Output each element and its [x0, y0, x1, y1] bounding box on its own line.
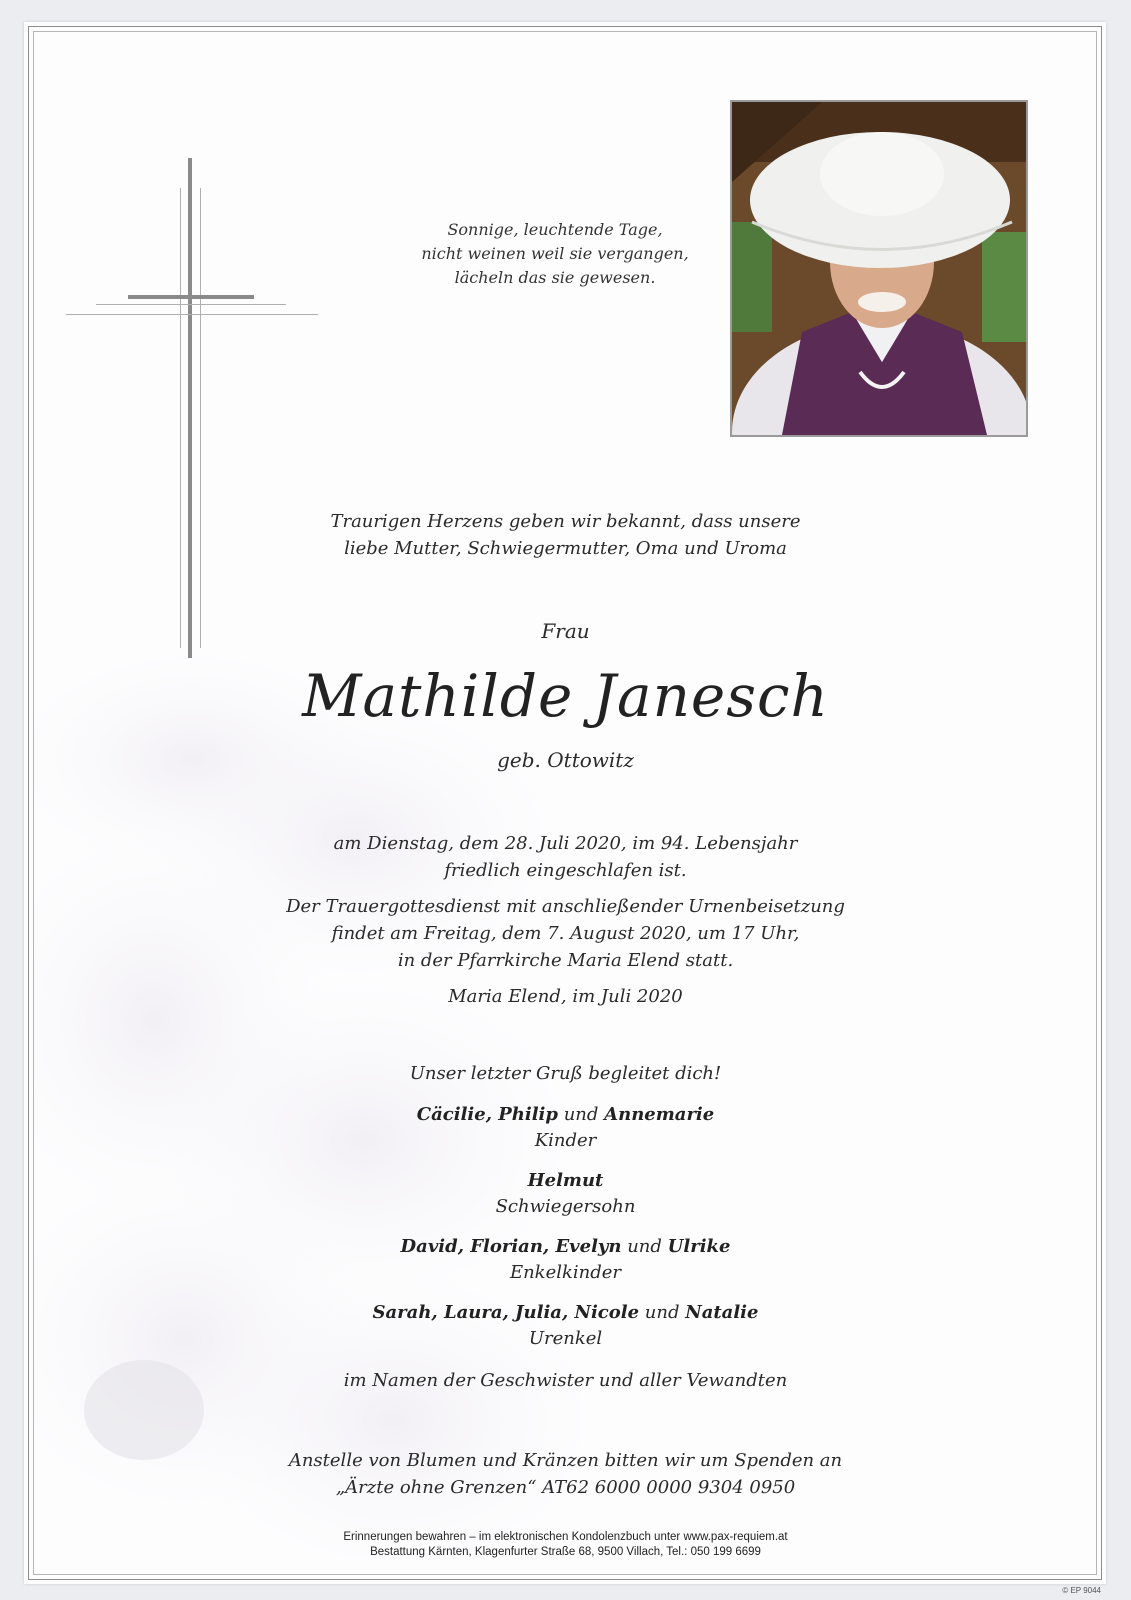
poem [380, 218, 730, 290]
place-date: Maria Elend, im Juli 2020 [448, 986, 683, 1007]
deceased-name: Mathilde Janesch [302, 662, 829, 730]
mourner-group [0, 1168, 1131, 1220]
farewell-line: Unser letzter Gruß begleitet dich! [409, 1063, 722, 1084]
mourner-group [0, 1234, 1131, 1286]
portrait-photo [730, 100, 1028, 437]
mourner-group [0, 1102, 1131, 1154]
announcement-line: Traurigen Herzens geben wir bekannt, dass unsere [330, 511, 801, 532]
mourner-last-name: Natalie [685, 1302, 759, 1323]
mourner-names: Sarah, Laura, Julia, Nicole [372, 1302, 640, 1323]
announcement-line: liebe Mutter, Schwiegermutter, Oma und Uroma [344, 538, 787, 559]
mourner-relation: Enkelkinder [509, 1262, 622, 1283]
reference-code: © EP 9044 [1062, 1586, 1101, 1595]
relatives-line: im Namen der Geschwister und aller Vewandten [343, 1370, 788, 1391]
poem-line: lächeln das sie gewesen. [454, 268, 656, 287]
service-line: Der Trauergottesdienst mit anschließender Urnenbeisetzung [286, 896, 845, 917]
service-line: in der Pfarrkirche Maria Elend statt. [397, 950, 734, 971]
mourner-names: Helmut [527, 1170, 604, 1191]
service-line: findet am Freitag, dem 7. August 2020, um 17 Uhr, [331, 923, 800, 944]
cross-icon [66, 158, 318, 658]
footer-line: Erinnerungen bewahren – im elektronischen Kondolenzbuch unter www.pax-requiem.at [343, 1531, 788, 1543]
footer [0, 1530, 1131, 1560]
mourner-relation: Schwiegersohn [495, 1196, 636, 1217]
donation-request [0, 1447, 1131, 1501]
death-line: am Dienstag, dem 28. Juli 2020, im 94. Lebensjahr [333, 833, 798, 854]
poem-line: nicht weinen weil sie vergangen, [421, 244, 689, 263]
mourner-conjunction: und [627, 1236, 662, 1257]
footer-line: Bestattung Kärnten, Klagenfurter Straße 68, 9500 Villach, Tel.: 050 199 6699 [370, 1546, 761, 1558]
announcement [0, 508, 1131, 562]
mourner-group [0, 1300, 1131, 1352]
donation-line: Anstelle von Blumen und Kränzen bitten wir um Spenden an [288, 1450, 843, 1471]
death-notice [0, 830, 1131, 884]
mourner-last-name: Annemarie [604, 1104, 715, 1125]
mourner-conjunction: und [644, 1302, 680, 1323]
poem-line: Sonnige, leuchtende Tage, [447, 220, 663, 239]
mourner-conjunction: und [563, 1104, 599, 1125]
death-line: friedlich eingeschlafen ist. [444, 860, 687, 881]
salutation: Frau [541, 619, 590, 643]
maiden-name: geb. Ottowitz [497, 748, 634, 772]
mourner-relation: Kinder [534, 1130, 597, 1151]
mourner-last-name: Ulrike [667, 1236, 731, 1257]
donation-line: „Ärzte ohne Grenzen“ AT62 6000 0000 9304 0950 [335, 1477, 796, 1498]
mourner-names: David, Florian, Evelyn [400, 1236, 622, 1257]
mourner-relation: Urenkel [528, 1328, 603, 1349]
service-notice [0, 893, 1131, 974]
mourner-names: Cäcilie, Philip [416, 1104, 558, 1125]
